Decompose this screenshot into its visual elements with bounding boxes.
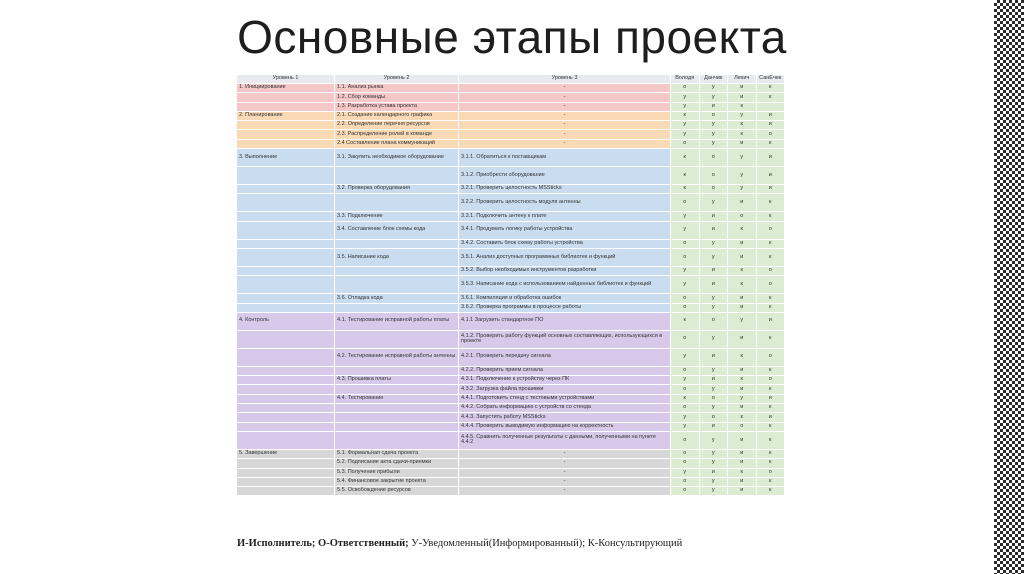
table-row (237, 276, 785, 294)
cell-role-danchik: и (699, 276, 728, 294)
cell-role-danchik: у (699, 248, 728, 266)
cell-role-volodya: к (671, 185, 700, 194)
cell-role-sanechek: о (756, 221, 785, 239)
cell-level1 (237, 239, 335, 248)
cell-level3: 3.5.2. Выбор необходимых инструментов разработки (459, 266, 671, 275)
table-row (237, 394, 785, 403)
cell-role-danchik: о (699, 394, 728, 403)
cell-role-sanechek: и (756, 149, 785, 167)
cell-level1 (237, 167, 335, 185)
cell-level3: - (459, 487, 671, 496)
cell-role-lekhich: у (728, 312, 757, 330)
cell-role-lekhich: и (728, 459, 757, 468)
header-danchik: Данчик (699, 75, 728, 84)
cell-level3: 3.3.1. Подключить антену к плате (459, 212, 671, 221)
cell-role-lekhich: у (728, 111, 757, 120)
cell-level3: 3.1.1. Обратиться к поставщикам (459, 149, 671, 167)
table-row (237, 477, 785, 486)
cell-role-danchik: у (699, 303, 728, 312)
cell-level1 (237, 330, 335, 348)
cell-role-sanechek: к (756, 303, 785, 312)
cell-role-volodya: у (671, 468, 700, 477)
cell-role-volodya: о (671, 303, 700, 312)
cell-role-volodya: о (671, 366, 700, 375)
cell-role-sanechek: о (756, 276, 785, 294)
cell-level2: 1.1. Анализ рынка (335, 84, 459, 93)
cell-level3: 3.5.1. Анализ доступных программных библиотек и функций (459, 248, 671, 266)
cell-role-volodya: у (671, 102, 700, 111)
cell-role-sanechek: к (756, 84, 785, 93)
table-row (237, 330, 785, 348)
cell-role-sanechek: к (756, 194, 785, 212)
cell-level3: - (459, 449, 671, 458)
cell-role-danchik: у (699, 139, 728, 148)
header-volodya: Володя (671, 75, 700, 84)
cell-role-sanechek (756, 102, 785, 111)
cell-role-volodya: к (671, 167, 700, 185)
cell-role-danchik: у (699, 431, 728, 449)
cell-role-danchik: о (699, 312, 728, 330)
cell-role-sanechek: к (756, 422, 785, 431)
cell-level2: 5.4. Финансовое закрытие проекта (335, 477, 459, 486)
cell-role-lekhich: и (728, 487, 757, 496)
cell-role-lekhich: к (728, 348, 757, 366)
cell-role-sanechek: к (756, 294, 785, 303)
cell-role-sanechek: к (756, 477, 785, 486)
cell-role-sanechek: к (756, 404, 785, 413)
cell-role-sanechek: о (756, 266, 785, 275)
cell-level3: 4.2.2. Проверить прием сигнала (459, 366, 671, 375)
cell-level3: - (459, 121, 671, 130)
cell-level2: 3.2. Проверка оборудования (335, 185, 459, 194)
cell-level2: 2.4 Составление плана коммуникаций (335, 139, 459, 148)
cell-role-sanechek: и (756, 394, 785, 403)
table-row (237, 149, 785, 167)
cell-level3: - (459, 111, 671, 120)
table-row (237, 130, 785, 139)
cell-role-danchik: у (699, 121, 728, 130)
cell-level1 (237, 404, 335, 413)
cell-role-sanechek: к (756, 139, 785, 148)
table-row (237, 303, 785, 312)
table-row (237, 348, 785, 366)
cell-level1 (237, 276, 335, 294)
cell-role-sanechek: о (756, 468, 785, 477)
cell-role-lekhich: к (728, 276, 757, 294)
cell-role-volodya: к (671, 149, 700, 167)
cell-level2 (335, 404, 459, 413)
cell-level1 (237, 102, 335, 111)
cell-level2: 5.1. Формальная сдача проекта (335, 449, 459, 458)
cell-level1 (237, 303, 335, 312)
raci-table (236, 74, 784, 496)
cell-level3: 3.6.2. Проверка программы в процессе работы (459, 303, 671, 312)
cell-level2: 2.1. Создание календарного графика (335, 111, 459, 120)
cell-level2: 5.2. Подписание акта сдачи-приемки (335, 459, 459, 468)
cell-level3: 3.1.2. Приобрести оборудование (459, 167, 671, 185)
cell-role-lekhich: и (728, 366, 757, 375)
cell-level3: - (459, 84, 671, 93)
cell-level2 (335, 167, 459, 185)
cell-level1 (237, 394, 335, 403)
table-row (237, 221, 785, 239)
cell-level1 (237, 93, 335, 102)
cell-level2 (335, 303, 459, 312)
cell-role-volodya: у (671, 93, 700, 102)
cell-role-volodya: о (671, 449, 700, 458)
cell-role-lekhich: к (728, 121, 757, 130)
cell-level2 (335, 239, 459, 248)
cell-level2: 5.5. Освобождение ресурсов (335, 487, 459, 496)
checker-border-decoration (994, 0, 1024, 574)
cell-role-volodya: о (671, 404, 700, 413)
table-row (237, 312, 785, 330)
cell-role-danchik: о (699, 185, 728, 194)
cell-level1: 4. Контроль (237, 312, 335, 330)
cell-role-danchik: у (699, 449, 728, 458)
cell-role-lekhich: и (728, 84, 757, 93)
cell-role-danchik: у (699, 194, 728, 212)
cell-level1 (237, 294, 335, 303)
cell-role-sanechek: и (756, 121, 785, 130)
cell-role-lekhich: и (728, 239, 757, 248)
cell-role-danchik: о (699, 167, 728, 185)
cell-role-lekhich: у (728, 185, 757, 194)
cell-level1 (237, 487, 335, 496)
cell-role-volodya: о (671, 431, 700, 449)
cell-role-volodya: о (671, 194, 700, 212)
table-row (237, 139, 785, 148)
cell-level2: 4.2. Тестирование исправной работы антенны (335, 348, 459, 366)
cell-level3: 3.4.1. Продумать логику работы устройства (459, 221, 671, 239)
cell-role-lekhich: и (728, 404, 757, 413)
cell-level3: - (459, 139, 671, 148)
cell-role-danchik: и (699, 468, 728, 477)
table-row (237, 239, 785, 248)
cell-level1 (237, 459, 335, 468)
cell-level3: 4.3.2. Загрузка файла прошивки (459, 385, 671, 394)
cell-role-danchik: у (699, 404, 728, 413)
cell-role-lekhich: и (728, 93, 757, 102)
cell-level2 (335, 422, 459, 431)
cell-level3: 4.4.1. Подготовить стенд с тестовыми устройствами (459, 394, 671, 403)
cell-role-sanechek: и (756, 111, 785, 120)
cell-role-volodya: о (671, 477, 700, 486)
cell-level3: 4.2.1. Проверить передачу сигнала (459, 348, 671, 366)
cell-role-danchik: у (699, 93, 728, 102)
cell-level3: - (459, 102, 671, 111)
cell-level1: 5. Завершение (237, 449, 335, 458)
cell-level2: 1.3. Разработка устава проекта (335, 102, 459, 111)
cell-role-danchik: и (699, 348, 728, 366)
cell-role-volodya: к (671, 394, 700, 403)
cell-role-danchik: у (699, 294, 728, 303)
table-body (237, 84, 785, 496)
cell-role-danchik: у (699, 487, 728, 496)
table-row (237, 185, 785, 194)
cell-role-volodya: о (671, 248, 700, 266)
cell-role-lekhich: и (728, 477, 757, 486)
table-row (237, 366, 785, 375)
cell-role-sanechek: и (756, 312, 785, 330)
cell-role-danchik: у (699, 459, 728, 468)
cell-role-volodya: у (671, 348, 700, 366)
cell-level3: 4.4.2. Собрать информацию с устройств со стенда (459, 404, 671, 413)
cell-role-volodya: о (671, 84, 700, 93)
legend-rest: У-Уведомленный(Информированный); К-Консультирующий (408, 538, 683, 549)
cell-role-lekhich: к (728, 266, 757, 275)
cell-level3: 4.3.1. Подключение к устройству через ПК (459, 376, 671, 385)
cell-role-lekhich: у (728, 149, 757, 167)
header-level3: Уровень 3 (459, 75, 671, 84)
header-level2: Уровень 2 (335, 75, 459, 84)
cell-role-danchik: у (699, 130, 728, 139)
cell-level2: 2.2. Определение перечня ресурсов (335, 121, 459, 130)
table-row (237, 376, 785, 385)
cell-level1 (237, 413, 335, 422)
cell-role-sanechek: к (756, 212, 785, 221)
cell-level2 (335, 276, 459, 294)
cell-role-sanechek: о (756, 130, 785, 139)
cell-level1: 2. Планирование (237, 111, 335, 120)
cell-level1 (237, 366, 335, 375)
cell-role-volodya: у (671, 422, 700, 431)
cell-level1: 1. Инициирование (237, 84, 335, 93)
cell-role-lekhich: о (728, 212, 757, 221)
cell-level3: - (459, 93, 671, 102)
cell-level2: 4.3. Прошивка платы (335, 376, 459, 385)
cell-level2: 4.4. Тестирование (335, 394, 459, 403)
cell-role-danchik: о (699, 149, 728, 167)
cell-level3: 4.4.4. Проверить выводимую информацию на корректность (459, 422, 671, 431)
cell-level2: 3.5. Написание кода (335, 248, 459, 266)
table-row (237, 121, 785, 130)
cell-level1 (237, 139, 335, 148)
cell-role-volodya: о (671, 487, 700, 496)
cell-level1 (237, 385, 335, 394)
cell-role-lekhich: к (728, 468, 757, 477)
cell-level1 (237, 212, 335, 221)
cell-role-sanechek: к (756, 248, 785, 266)
cell-role-lekhich: и (728, 431, 757, 449)
cell-level3: 4.4.3. Запустить работу MSSticks (459, 413, 671, 422)
cell-level3: 4.4.5. Сравнить полученные результаты с данными, полученными на пункте 4.4.2 (459, 431, 671, 449)
cell-role-volodya: у (671, 266, 700, 275)
cell-role-danchik: о (699, 111, 728, 120)
cell-level2 (335, 194, 459, 212)
table-row (237, 468, 785, 477)
cell-role-sanechek: к (756, 487, 785, 496)
cell-role-lekhich: и (728, 330, 757, 348)
cell-level2: 4.1. Тестирование исправной работы платы (335, 312, 459, 330)
cell-role-danchik: у (699, 385, 728, 394)
cell-level1 (237, 376, 335, 385)
cell-level2: 3.6. Отладка кода (335, 294, 459, 303)
table-header-row (237, 75, 785, 84)
cell-role-volodya: о (671, 385, 700, 394)
cell-role-sanechek: к (756, 449, 785, 458)
cell-role-lekhich: к (728, 376, 757, 385)
cell-role-sanechek: о (756, 348, 785, 366)
cell-role-volodya: о (671, 330, 700, 348)
cell-level3: 4.1.1 Загрузить стандартное ПО (459, 312, 671, 330)
table-row (237, 385, 785, 394)
table-row (237, 248, 785, 266)
cell-role-danchik: и (699, 102, 728, 111)
cell-level3: - (459, 130, 671, 139)
cell-role-sanechek: к (756, 239, 785, 248)
cell-level2: 3.1. Закупить необходимое оборудование (335, 149, 459, 167)
cell-role-volodya: у (671, 376, 700, 385)
cell-role-danchik: и (699, 422, 728, 431)
cell-level1 (237, 194, 335, 212)
cell-level2: 3.4. Составление блок схемы кода (335, 221, 459, 239)
cell-role-lekhich: к (728, 221, 757, 239)
cell-role-volodya: у (671, 130, 700, 139)
cell-level1 (237, 422, 335, 431)
cell-role-sanechek: и (756, 167, 785, 185)
table-row (237, 487, 785, 496)
cell-role-danchik: и (699, 266, 728, 275)
table-row (237, 266, 785, 275)
cell-level1 (237, 130, 335, 139)
cell-role-lekhich: и (728, 248, 757, 266)
cell-level2 (335, 431, 459, 449)
cell-level2: 2.3. Распределение ролей в команде (335, 130, 459, 139)
table-row (237, 111, 785, 120)
cell-role-danchik: и (699, 376, 728, 385)
cell-role-danchik: у (699, 84, 728, 93)
cell-role-lekhich: и (728, 139, 757, 148)
cell-level2 (335, 366, 459, 375)
cell-level3: 3.6.1. Компиляция и обработка ошибок (459, 294, 671, 303)
cell-level1 (237, 121, 335, 130)
cell-role-lekhich: и (728, 385, 757, 394)
cell-level1: 3. Выполнение (237, 149, 335, 167)
cell-role-volodya: о (671, 459, 700, 468)
cell-role-volodya: о (671, 139, 700, 148)
cell-role-lekhich: и (728, 194, 757, 212)
cell-role-danchik: у (699, 477, 728, 486)
table-row (237, 294, 785, 303)
cell-level1 (237, 431, 335, 449)
cell-role-sanechek: к (756, 385, 785, 394)
table-row (237, 404, 785, 413)
cell-role-lekhich: к (728, 130, 757, 139)
cell-role-volodya: у (671, 413, 700, 422)
cell-role-danchik: о (699, 413, 728, 422)
cell-level3: - (459, 477, 671, 486)
cell-level2 (335, 330, 459, 348)
cell-level3: 4.1.2. Проверить работу функций основных составляющих, использующихся в проекте (459, 330, 671, 348)
table-row (237, 449, 785, 458)
table-row (237, 212, 785, 221)
cell-role-sanechek: и (756, 185, 785, 194)
cell-role-volodya: у (671, 276, 700, 294)
header-level1: Уровень 1 (237, 75, 335, 84)
cell-level3: 3.2.1. Проверить целостность MSSticks (459, 185, 671, 194)
slide-title: Основные этапы проекта (237, 11, 787, 63)
cell-role-lekhich: у (728, 394, 757, 403)
cell-role-sanechek: о (756, 376, 785, 385)
table-row (237, 431, 785, 449)
cell-role-volodya: к (671, 111, 700, 120)
cell-level2: 5.3. Получение прибыли (335, 468, 459, 477)
table-row (237, 167, 785, 185)
cell-role-lekhich: и (728, 449, 757, 458)
cell-level3: - (459, 459, 671, 468)
cell-role-danchik: у (699, 239, 728, 248)
cell-role-danchik: у (699, 330, 728, 348)
cell-role-sanechek: к (756, 459, 785, 468)
cell-role-lekhich: и (728, 303, 757, 312)
cell-role-lekhich: у (728, 167, 757, 185)
cell-role-sanechek: к (756, 330, 785, 348)
cell-level1 (237, 185, 335, 194)
cell-role-volodya: о (671, 239, 700, 248)
cell-role-lekhich: и (728, 294, 757, 303)
table-row (237, 194, 785, 212)
cell-role-volodya: о (671, 294, 700, 303)
cell-level3: 3.5.3. Написание кода с использованием найденных библиотек и функций (459, 276, 671, 294)
header-sanechek: СанЁчек (756, 75, 785, 84)
cell-level1 (237, 221, 335, 239)
raci-legend (237, 538, 797, 549)
cell-role-volodya: у (671, 221, 700, 239)
cell-level3: 3.4.2. Составить блок схему работы устройства (459, 239, 671, 248)
cell-role-sanechek: к (756, 93, 785, 102)
cell-role-sanechek: и (756, 413, 785, 422)
cell-level1 (237, 266, 335, 275)
table-row (237, 84, 785, 93)
table-row (237, 413, 785, 422)
cell-role-sanechek: к (756, 366, 785, 375)
cell-level1 (237, 468, 335, 477)
cell-level2 (335, 266, 459, 275)
cell-level2 (335, 413, 459, 422)
cell-role-danchik: и (699, 221, 728, 239)
cell-role-danchik: у (699, 366, 728, 375)
cell-role-lekhich: к (728, 102, 757, 111)
header-lekhich: Лехич (728, 75, 757, 84)
cell-level1 (237, 248, 335, 266)
cell-role-volodya: у (671, 212, 700, 221)
cell-level1 (237, 477, 335, 486)
cell-role-lekhich: о (728, 422, 757, 431)
cell-level2: 3.3. Подключение (335, 212, 459, 221)
cell-role-volodya: к (671, 312, 700, 330)
cell-level3: 3.2.2. Проверить целостность модуля антенны (459, 194, 671, 212)
cell-level2: 1.2. Сбор команды (335, 93, 459, 102)
cell-level2 (335, 385, 459, 394)
cell-role-volodya: у (671, 121, 700, 130)
table-row (237, 93, 785, 102)
legend-bold-part: И-Исполнитель; О-Ответственный; (237, 538, 409, 549)
table-row (237, 422, 785, 431)
cell-role-sanechek: к (756, 431, 785, 449)
cell-level1 (237, 348, 335, 366)
table-row (237, 459, 785, 468)
cell-level3: - (459, 468, 671, 477)
cell-role-lekhich: к (728, 413, 757, 422)
table-row (237, 102, 785, 111)
cell-role-danchik: и (699, 212, 728, 221)
